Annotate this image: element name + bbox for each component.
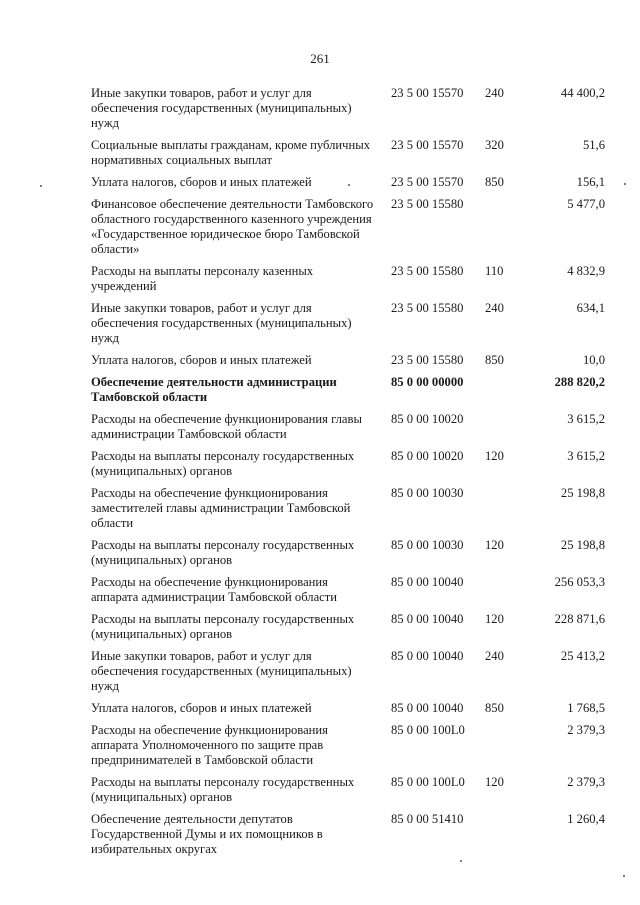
table-row <box>91 649 611 694</box>
row-amount: 25 198,8 <box>560 538 605 552</box>
row-code: 85 0 00 100L0 <box>391 723 465 737</box>
row-amount: 256 053,3 <box>554 575 605 589</box>
row-name: Расходы на обеспечение функционирования главы администрации Тамбовской области <box>91 412 362 441</box>
scan-speck <box>624 183 626 185</box>
scan-speck <box>623 875 625 877</box>
row-name: Финансовое обеспечение деятельности Тамбовского областного государственного казенного учреждения «Государственное юридическое бюро Тамбовской области» <box>91 197 374 256</box>
row-kind <box>485 375 521 405</box>
row-name: Расходы на выплаты персоналу государственных (муниципальных) органов <box>91 449 355 478</box>
row-amount: 2 379,3 <box>567 723 605 737</box>
row-amount: 288 820,2 <box>554 375 605 389</box>
row-name: Иные закупки товаров, работ и услуг для обеспечения государственных (муниципальных) нужд <box>91 301 352 345</box>
table-row <box>91 449 611 479</box>
row-code: 23 5 00 15580 <box>391 197 464 211</box>
row-amount: 228 871,6 <box>554 612 605 626</box>
row-name: Обеспечение деятельности администрации Тамбовской области <box>91 375 337 404</box>
row-kind <box>485 412 521 442</box>
row-amount: 3 615,2 <box>567 412 605 426</box>
row-name: Расходы на выплаты персоналу государственных (муниципальных) органов <box>91 538 355 567</box>
table-row <box>91 353 611 368</box>
row-kind: 120 <box>485 775 504 789</box>
table-row <box>91 197 611 257</box>
row-kind <box>485 197 521 257</box>
row-kind: 240 <box>485 86 504 100</box>
row-name: Иные закупки товаров, работ и услуг для обеспечения государственных (муниципальных) нужд <box>91 649 352 693</box>
table-row <box>91 375 611 405</box>
page-number: 261 <box>310 51 330 66</box>
row-kind: 240 <box>485 301 504 315</box>
row-code: 85 0 00 10030 <box>391 538 464 552</box>
table-row <box>91 486 611 531</box>
row-code: 23 5 00 15570 <box>391 175 464 189</box>
table-row <box>91 86 611 131</box>
row-code: 85 0 00 100L0 <box>391 775 465 789</box>
row-name: Расходы на выплаты персоналу государственных (муниципальных) органов <box>91 775 355 804</box>
table-row <box>91 301 611 346</box>
row-amount: 4 832,9 <box>567 264 605 278</box>
row-code: 85 0 00 10020 <box>391 449 464 463</box>
row-code: 23 5 00 15570 <box>391 138 464 152</box>
row-amount: 5 477,0 <box>567 197 605 211</box>
row-name: Расходы на обеспечение функционирования заместителей главы администрации Тамбовской области <box>91 486 351 530</box>
row-code: 85 0 00 10040 <box>391 649 464 663</box>
table-row <box>91 701 611 716</box>
table-row <box>91 723 611 768</box>
row-kind <box>485 812 521 857</box>
row-amount: 10,0 <box>582 353 605 367</box>
row-code: 23 5 00 15570 <box>391 86 464 100</box>
row-kind: 850 <box>485 175 504 189</box>
table-row <box>91 575 611 605</box>
row-kind: 110 <box>485 264 504 278</box>
row-name: Обеспечение деятельности депутатов Государственной Думы и их помощников в избирательных округах <box>91 812 323 856</box>
row-code: 85 0 00 51410 <box>391 812 464 826</box>
row-kind: 240 <box>485 649 504 663</box>
row-kind <box>485 723 521 768</box>
row-kind: 320 <box>485 138 504 152</box>
row-kind: 850 <box>485 701 504 715</box>
row-amount: 25 198,8 <box>560 486 605 500</box>
row-code: 85 0 00 10040 <box>391 575 464 589</box>
row-code: 85 0 00 00000 <box>391 375 464 389</box>
row-code: 85 0 00 10020 <box>391 412 464 426</box>
row-kind: 120 <box>485 449 504 463</box>
table-row <box>91 175 611 190</box>
table-row <box>91 264 611 294</box>
row-kind: 850 <box>485 353 504 367</box>
table-row <box>91 612 611 642</box>
row-amount: 634,1 <box>576 301 605 315</box>
row-name: Уплата налогов, сборов и иных платежей <box>91 353 312 367</box>
row-name: Расходы на обеспечение функционирования аппарата Уполномоченного по защите прав предпринимателей в Тамбовской области <box>91 723 328 767</box>
table-row <box>91 538 611 568</box>
row-name: Расходы на выплаты персоналу государственных (муниципальных) органов <box>91 612 355 641</box>
row-kind <box>485 486 521 531</box>
table-row <box>91 138 611 168</box>
table-row <box>91 412 611 442</box>
row-name: Уплата налогов, сборов и иных платежей <box>91 701 312 715</box>
row-name: Иные закупки товаров, работ и услуг для обеспечения государственных (муниципальных) нужд <box>91 86 352 130</box>
row-amount: 51,6 <box>582 138 605 152</box>
scan-speck <box>348 184 350 186</box>
row-code: 23 5 00 15580 <box>391 301 464 315</box>
row-name: Расходы на обеспечение функционирования аппарата администрации Тамбовской области <box>91 575 338 604</box>
scan-speck <box>40 185 42 187</box>
table-row <box>91 775 611 805</box>
row-amount: 156,1 <box>576 175 605 189</box>
row-amount: 25 413,2 <box>560 649 605 663</box>
row-amount: 44 400,2 <box>560 86 605 100</box>
row-amount: 3 615,2 <box>567 449 605 463</box>
row-code: 23 5 00 15580 <box>391 264 464 278</box>
scan-speck <box>460 860 462 862</box>
row-code: 85 0 00 10040 <box>391 701 464 715</box>
row-amount: 1 768,5 <box>567 701 605 715</box>
row-name: Расходы на выплаты персоналу казенных учреждений <box>91 264 314 293</box>
row-amount: 1 260,4 <box>567 812 605 826</box>
row-kind <box>485 575 521 605</box>
row-kind: 120 <box>485 538 504 552</box>
row-code: 85 0 00 10040 <box>391 612 464 626</box>
row-code: 85 0 00 10030 <box>391 486 464 500</box>
budget-table <box>91 86 611 864</box>
table-row <box>91 812 611 857</box>
row-name: Уплата налогов, сборов и иных платежей <box>91 175 312 189</box>
row-name: Социальные выплаты гражданам, кроме публичных нормативных социальных выплат <box>91 138 370 167</box>
row-code: 23 5 00 15580 <box>391 353 464 367</box>
row-kind: 120 <box>485 612 504 626</box>
row-amount: 2 379,3 <box>567 775 605 789</box>
